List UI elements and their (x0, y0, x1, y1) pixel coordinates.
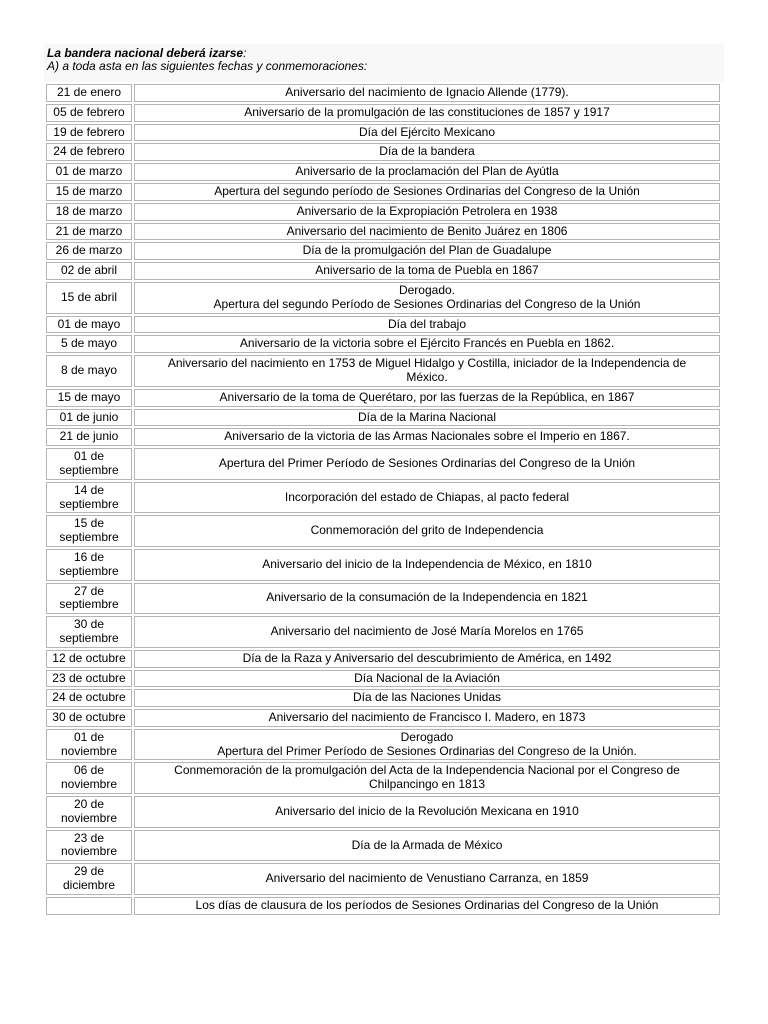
description-text: Día Nacional de la Aviación (354, 670, 500, 685)
description-text: Aniversario del nacimiento en 1753 de Miguel Hidalgo y Costilla, iniciador de la Independencia de (167, 356, 687, 371)
table-row (46, 863, 720, 895)
date-cell (46, 762, 132, 794)
date-text: 30 de (73, 617, 105, 632)
date-cell (46, 448, 132, 480)
description-text: Aniversario del nacimiento de Francisco I. Madero, en 1873 (268, 710, 586, 725)
description-text: Día de la promulgación del Plan de Guadalupe (302, 243, 552, 258)
date-cell (46, 316, 132, 334)
date-text: 27 de (73, 583, 105, 598)
table-row (46, 549, 720, 581)
date-cell (46, 482, 132, 514)
date-text: 15 de mayo (57, 389, 121, 404)
date-text: 23 de octubre (52, 670, 126, 685)
description-cell (134, 762, 720, 794)
table-row (46, 143, 720, 161)
description-text: Aniversario del nacimiento de Benito Juárez en 1806 (286, 223, 568, 238)
date-text: 21 de enero (56, 85, 122, 99)
description-cell (134, 203, 720, 221)
date-cell (46, 796, 132, 828)
description-cell (134, 482, 720, 514)
description-text: Aniversario de la victoria sobre el Ejército Francés en Puebla en 1862. (239, 336, 615, 351)
date-cell (46, 863, 132, 895)
date-cell (46, 389, 132, 407)
date-text: 24 de octubre (52, 690, 126, 705)
date-text: 15 de (73, 516, 105, 531)
table-row (46, 762, 720, 794)
date-text: 18 de marzo (55, 203, 123, 218)
description-text: Aniversario de la Expropiación Petrolera en 1938 (296, 203, 558, 218)
date-text: septiembre (59, 563, 119, 578)
date-cell (46, 104, 132, 122)
table-row (46, 282, 720, 314)
table-row (46, 262, 720, 280)
date-cell (46, 183, 132, 201)
description-cell (134, 448, 720, 480)
table-row (46, 448, 720, 480)
description-cell (134, 183, 720, 201)
table-row (46, 355, 720, 387)
date-cell (46, 409, 132, 427)
description-text: Aniversario del nacimiento de Venustiano Carranza, en 1859 (265, 871, 589, 886)
date-cell (46, 282, 132, 314)
date-cell (46, 223, 132, 241)
date-text: 01 de marzo (55, 164, 123, 179)
date-text: 01 de junio (59, 409, 119, 424)
date-text: noviembre (60, 810, 118, 825)
description-text: Apertura del segundo Período de Sesiones Ordinarias del Congreso de la Unión (213, 296, 641, 311)
table-row (46, 709, 720, 727)
description-text: Derogado. (398, 282, 456, 297)
description-cell (134, 409, 720, 427)
description-text: Conmemoración del grito de Independencia (310, 523, 544, 538)
date-text: 01 de (73, 729, 105, 744)
heading-title: La bandera nacional deberá izarse (47, 46, 244, 60)
table-row (46, 482, 720, 514)
description-cell (134, 223, 720, 241)
heading-block (44, 44, 724, 82)
description-cell (134, 84, 720, 102)
description-cell (134, 830, 720, 862)
description-cell (134, 583, 720, 615)
description-text: Incorporación del estado de Chiapas, al pacto federal (284, 489, 570, 504)
description-text: Los días de clausura de los períodos de Sesiones Ordinarias del Congreso de la Unión (195, 897, 659, 912)
description-text: Apertura del Primer Período de Sesiones Ordinarias del Congreso de la Unión. (217, 743, 637, 758)
table-row (46, 223, 720, 241)
description-cell (134, 104, 720, 122)
date-cell (46, 650, 132, 668)
table-row (46, 242, 720, 260)
date-text: 05 de febrero (53, 104, 125, 119)
table-row (46, 830, 720, 862)
commemorations-table (44, 82, 722, 917)
table-row (46, 897, 720, 915)
description-text: Día del Ejército Mexicano (358, 124, 496, 139)
date-text: septiembre (59, 630, 119, 645)
description-text: Aniversario de la consumación de la Independencia en 1821 (266, 590, 588, 605)
description-text: Aniversario del nacimiento de Ignacio Allende (1779). (285, 85, 569, 99)
date-text: 8 de mayo (60, 363, 118, 378)
date-text: 01 de mayo (57, 316, 121, 331)
description-text: Aniversario de la proclamación del Plan de Ayútla (295, 164, 559, 179)
table-row (46, 428, 720, 446)
description-cell (134, 242, 720, 260)
date-cell (46, 335, 132, 353)
description-text: Día de la Armada de México (351, 837, 503, 852)
description-cell (134, 616, 720, 648)
description-text: Conmemoración de la promulgación del Acta de la Independencia Nacional por el Congreso de (174, 763, 680, 778)
table-row (46, 796, 720, 828)
date-cell (46, 583, 132, 615)
date-text: 14 de (73, 482, 105, 497)
description-cell (134, 316, 720, 334)
table-row (46, 203, 720, 221)
date-text: 12 de octubre (52, 650, 126, 665)
date-cell (46, 163, 132, 181)
description-cell (134, 262, 720, 280)
date-cell (46, 897, 132, 915)
date-text: 29 de (73, 864, 105, 879)
table-row (46, 389, 720, 407)
date-cell (46, 428, 132, 446)
table-row (46, 335, 720, 353)
date-cell (46, 262, 132, 280)
description-text: Aniversario del inicio de la Revolución Mexicana en 1910 (275, 803, 579, 818)
description-text: Día de la Marina Nacional (357, 409, 497, 424)
description-text: Chilpancingo en 1813 (368, 777, 486, 792)
date-text: 26 de marzo (55, 243, 123, 258)
description-cell (134, 163, 720, 181)
date-cell (46, 242, 132, 260)
description-text: Apertura del Primer Período de Sesiones Ordinarias del Congreso de la Unión (218, 456, 636, 471)
table-row (46, 515, 720, 547)
date-cell (46, 143, 132, 161)
description-cell (134, 650, 720, 668)
date-text: 21 de junio (59, 429, 119, 444)
description-cell (134, 335, 720, 353)
date-cell (46, 689, 132, 707)
table-row (46, 124, 720, 142)
heading-title-suffix: : (243, 46, 247, 60)
date-text: 02 de abril (60, 263, 118, 278)
description-text: Aniversario de la victoria de las Armas Nacionales sobre el Imperio en 1867. (224, 429, 630, 444)
date-cell (46, 124, 132, 142)
description-cell (134, 729, 720, 761)
description-text: Aniversario del nacimiento de José María Morelos en 1765 (270, 624, 584, 638)
table-row (46, 409, 720, 427)
description-cell (134, 282, 720, 314)
description-cell (134, 124, 720, 142)
description-text: Día del trabajo (387, 316, 467, 331)
date-text: 06 de (73, 763, 105, 778)
description-cell (134, 389, 720, 407)
date-text: 23 de (73, 830, 105, 845)
table-row (46, 183, 720, 201)
description-cell (134, 428, 720, 446)
date-text: noviembre (60, 844, 118, 859)
table-row (46, 670, 720, 688)
table-row (46, 689, 720, 707)
date-text: 15 de abril (60, 289, 118, 304)
description-cell (134, 670, 720, 688)
date-text: 21 de marzo (55, 223, 123, 238)
description-text: México. (406, 369, 448, 384)
date-cell (46, 84, 132, 102)
date-text: septiembre (59, 462, 119, 477)
description-cell (134, 143, 720, 161)
commemorations-table-body (46, 84, 720, 915)
description-cell (134, 355, 720, 387)
date-cell (46, 729, 132, 761)
date-text: 20 de (73, 797, 105, 812)
date-text: 16 de (73, 549, 105, 564)
description-text: Aniversario del inicio de la Independencia de México, en 1810 (262, 556, 592, 571)
description-text: Día de las Naciones Unidas (352, 690, 502, 705)
table-row (46, 163, 720, 181)
description-text: Derogado (400, 729, 454, 744)
date-cell (46, 355, 132, 387)
date-cell (46, 515, 132, 547)
date-cell (46, 709, 132, 727)
date-cell (46, 830, 132, 862)
date-text: septiembre (59, 530, 119, 545)
date-cell (46, 203, 132, 221)
heading-subtitle: A) a toda asta en las siguientes fechas y conmemoraciones: (47, 59, 368, 73)
description-text: Día de la bandera (379, 144, 475, 159)
description-cell (134, 709, 720, 727)
table-row (46, 650, 720, 668)
description-cell (134, 863, 720, 895)
table-row (46, 84, 720, 102)
description-cell (134, 796, 720, 828)
date-cell (46, 549, 132, 581)
date-text: 19 de febrero (53, 124, 125, 139)
description-text: Aniversario de la toma de Querétaro, por las fuerzas de la República, en 1867 (219, 389, 635, 404)
date-text: 5 de mayo (60, 336, 118, 351)
table-row (46, 104, 720, 122)
date-text: noviembre (60, 743, 118, 758)
table-row (46, 729, 720, 761)
description-cell (134, 549, 720, 581)
description-cell (134, 689, 720, 707)
description-text: Día de la Raza y Aniversario del descubrimiento de América, en 1492 (242, 650, 612, 665)
date-text: 24 de febrero (53, 144, 125, 159)
date-text: diciembre (62, 878, 116, 893)
date-text: septiembre (59, 496, 119, 511)
description-text: Aniversario de la promulgación de las constituciones de 1857 y 1917 (244, 104, 610, 119)
description-cell (134, 897, 720, 915)
date-cell (46, 670, 132, 688)
date-text: 30 de octubre (52, 710, 126, 725)
date-text: septiembre (59, 597, 119, 612)
date-text: 01 de (73, 449, 105, 464)
table-row (46, 616, 720, 648)
date-text: noviembre (60, 777, 118, 792)
description-cell (134, 515, 720, 547)
table-row (46, 583, 720, 615)
date-cell (46, 616, 132, 648)
table-row (46, 316, 720, 334)
date-text: 15 de marzo (55, 183, 123, 198)
description-text: Apertura del segundo período de Sesiones Ordinarias del Congreso de la Unión (214, 183, 640, 198)
description-text: Aniversario de la toma de Puebla en 1867 (315, 263, 539, 278)
